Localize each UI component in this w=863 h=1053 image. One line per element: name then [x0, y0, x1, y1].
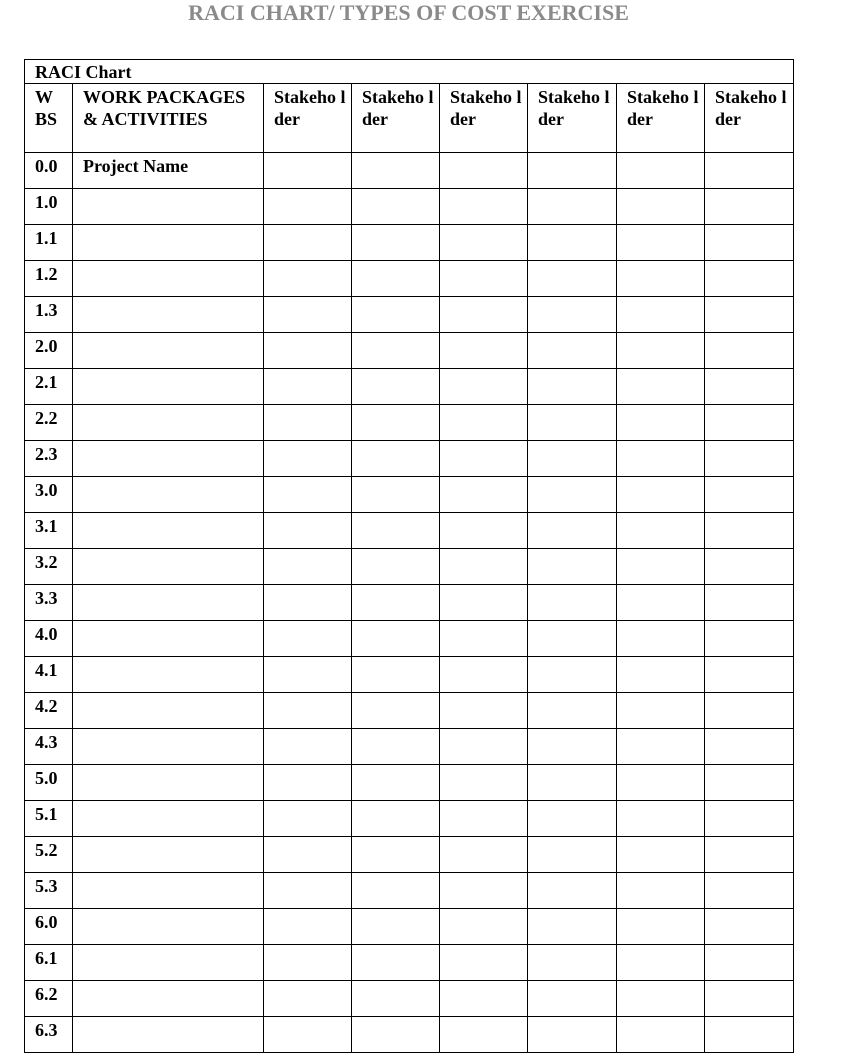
stakeholder-cell[interactable]: [352, 909, 440, 945]
stakeholder-cell[interactable]: [264, 477, 352, 513]
stakeholder-cell[interactable]: [440, 837, 528, 873]
stakeholder-cell[interactable]: [705, 1017, 794, 1053]
activity-cell[interactable]: [73, 837, 264, 873]
activity-cell[interactable]: [73, 729, 264, 765]
stakeholder-column-header: Stakeho lder: [617, 84, 705, 153]
stakeholder-cell[interactable]: [440, 657, 528, 693]
activity-cell[interactable]: [73, 225, 264, 261]
stakeholder-cell[interactable]: [705, 405, 794, 441]
stakeholder-cell[interactable]: [352, 549, 440, 585]
stakeholder-cell[interactable]: [617, 621, 705, 657]
stakeholder-cell[interactable]: [264, 729, 352, 765]
stakeholder-cell[interactable]: [352, 261, 440, 297]
stakeholder-cell[interactable]: [440, 801, 528, 837]
stakeholder-cell[interactable]: [352, 441, 440, 477]
stakeholder-column-header: Stakeho lder: [352, 84, 440, 153]
wbs-cell: 6.2: [25, 981, 73, 1017]
stakeholder-cell[interactable]: [352, 729, 440, 765]
stakeholder-cell[interactable]: [528, 189, 617, 225]
stakeholder-cell[interactable]: [528, 369, 617, 405]
stakeholder-cell[interactable]: [352, 297, 440, 333]
activity-cell[interactable]: [73, 405, 264, 441]
wbs-cell: 3.1: [25, 513, 73, 549]
stakeholder-cell[interactable]: [705, 369, 794, 405]
stakeholder-cell[interactable]: [264, 837, 352, 873]
wbs-cell: 6.3: [25, 1017, 73, 1053]
stakeholder-cell[interactable]: [440, 261, 528, 297]
activity-cell[interactable]: [73, 873, 264, 909]
stakeholder-cell[interactable]: [264, 765, 352, 801]
activity-cell[interactable]: [73, 693, 264, 729]
activity-cell[interactable]: [73, 945, 264, 981]
table-row: [25, 909, 794, 945]
stakeholder-cell[interactable]: [617, 441, 705, 477]
stakeholder-cell[interactable]: [352, 801, 440, 837]
wbs-cell: 5.2: [25, 837, 73, 873]
stakeholder-cell[interactable]: [264, 945, 352, 981]
stakeholder-cell[interactable]: [528, 729, 617, 765]
stakeholder-cell[interactable]: [617, 837, 705, 873]
stakeholder-cell[interactable]: [352, 225, 440, 261]
stakeholder-cell[interactable]: [440, 945, 528, 981]
stakeholder-cell[interactable]: [352, 693, 440, 729]
stakeholder-cell[interactable]: [264, 549, 352, 585]
table-row: [25, 549, 794, 585]
stakeholder-cell[interactable]: [440, 729, 528, 765]
stakeholder-cell[interactable]: [440, 441, 528, 477]
stakeholder-cell[interactable]: [440, 477, 528, 513]
stakeholder-cell[interactable]: [352, 513, 440, 549]
table-row: [25, 765, 794, 801]
stakeholder-cell[interactable]: [528, 297, 617, 333]
stakeholder-cell[interactable]: [705, 297, 794, 333]
table-row: [25, 189, 794, 225]
stakeholder-cell[interactable]: [528, 909, 617, 945]
stakeholder-cell[interactable]: [617, 369, 705, 405]
stakeholder-cell[interactable]: [264, 225, 352, 261]
stakeholder-cell[interactable]: [352, 945, 440, 981]
stakeholder-cell[interactable]: [705, 657, 794, 693]
stakeholder-cell[interactable]: [617, 549, 705, 585]
stakeholder-cell[interactable]: [264, 513, 352, 549]
activity-cell[interactable]: [73, 1017, 264, 1053]
stakeholder-cell[interactable]: [705, 585, 794, 621]
table-row: [25, 801, 794, 837]
stakeholder-cell[interactable]: [264, 801, 352, 837]
stakeholder-cell[interactable]: [352, 621, 440, 657]
stakeholder-cell[interactable]: [352, 657, 440, 693]
table-row: [25, 1017, 794, 1053]
wbs-cell: 5.1: [25, 801, 73, 837]
activity-cell[interactable]: [73, 765, 264, 801]
stakeholder-column-header: Stakeho lder: [264, 84, 352, 153]
table-row: [25, 585, 794, 621]
stakeholder-cell[interactable]: [264, 189, 352, 225]
stakeholder-cell[interactable]: [528, 1017, 617, 1053]
stakeholder-cell[interactable]: [440, 621, 528, 657]
activity-cell[interactable]: [73, 297, 264, 333]
stakeholder-cell[interactable]: [264, 693, 352, 729]
wbs-cell: 1.1: [25, 225, 73, 261]
activity-cell[interactable]: [73, 981, 264, 1017]
table-row: [25, 261, 794, 297]
table-row: [25, 873, 794, 909]
stakeholder-cell[interactable]: [264, 981, 352, 1017]
stakeholder-cell[interactable]: [352, 405, 440, 441]
table-row: [25, 945, 794, 981]
stakeholder-column-header: Stakeho lder: [528, 84, 617, 153]
stakeholder-cell[interactable]: [264, 909, 352, 945]
table-row: [25, 837, 794, 873]
stakeholder-cell[interactable]: [528, 621, 617, 657]
stakeholder-cell[interactable]: [264, 333, 352, 369]
stakeholder-cell[interactable]: [528, 153, 617, 189]
stakeholder-cell[interactable]: [440, 873, 528, 909]
wbs-cell: 6.1: [25, 945, 73, 981]
stakeholder-cell[interactable]: [528, 981, 617, 1017]
stakeholder-cell[interactable]: [528, 873, 617, 909]
stakeholder-cell[interactable]: [440, 909, 528, 945]
wbs-cell: 4.2: [25, 693, 73, 729]
stakeholder-cell[interactable]: [617, 801, 705, 837]
stakeholder-cell[interactable]: [352, 333, 440, 369]
activity-cell[interactable]: [73, 513, 264, 549]
stakeholder-cell[interactable]: [440, 189, 528, 225]
table-row: [25, 369, 794, 405]
stakeholder-cell[interactable]: [705, 945, 794, 981]
stakeholder-cell[interactable]: [440, 297, 528, 333]
stakeholder-cell[interactable]: [352, 153, 440, 189]
wbs-cell: 2.2: [25, 405, 73, 441]
stakeholder-cell[interactable]: [617, 981, 705, 1017]
activity-cell[interactable]: [73, 657, 264, 693]
stakeholder-cell[interactable]: [264, 621, 352, 657]
stakeholder-cell[interactable]: [264, 1017, 352, 1053]
stakeholder-cell[interactable]: [705, 909, 794, 945]
stakeholder-cell[interactable]: [528, 801, 617, 837]
table-row: [25, 297, 794, 333]
stakeholder-cell[interactable]: [617, 225, 705, 261]
stakeholder-cell[interactable]: [528, 441, 617, 477]
table-row: [25, 441, 794, 477]
stakeholder-cell[interactable]: [264, 657, 352, 693]
stakeholder-cell[interactable]: [705, 441, 794, 477]
activity-cell[interactable]: [73, 585, 264, 621]
stakeholder-cell[interactable]: [528, 405, 617, 441]
stakeholder-cell[interactable]: [617, 297, 705, 333]
stakeholder-cell[interactable]: [705, 153, 794, 189]
stakeholder-cell[interactable]: [440, 225, 528, 261]
activity-cell[interactable]: [73, 477, 264, 513]
table-row: [25, 693, 794, 729]
stakeholder-cell[interactable]: [705, 837, 794, 873]
stakeholder-cell[interactable]: [705, 765, 794, 801]
stakeholder-cell[interactable]: [440, 765, 528, 801]
stakeholder-cell[interactable]: [264, 369, 352, 405]
stakeholder-cell[interactable]: [617, 513, 705, 549]
stakeholder-cell[interactable]: [440, 585, 528, 621]
wbs-cell: 2.1: [25, 369, 73, 405]
page-title: RACI CHART/ TYPES OF COST EXERCISE: [188, 0, 629, 25]
wbs-cell: 2.0: [25, 333, 73, 369]
stakeholder-cell[interactable]: [705, 981, 794, 1017]
table-row: [25, 981, 794, 1017]
activity-cell[interactable]: [73, 549, 264, 585]
wbs-cell: 1.3: [25, 297, 73, 333]
wbs-cell: 3.3: [25, 585, 73, 621]
table-row: [25, 477, 794, 513]
stakeholder-cell[interactable]: [705, 621, 794, 657]
stakeholder-cell[interactable]: [528, 549, 617, 585]
stakeholder-cell[interactable]: [528, 225, 617, 261]
stakeholder-column-header: Stakeho lder: [705, 84, 794, 153]
stakeholder-cell[interactable]: [705, 549, 794, 585]
stakeholder-cell[interactable]: [528, 657, 617, 693]
wbs-cell: 4.0: [25, 621, 73, 657]
stakeholder-cell[interactable]: [705, 189, 794, 225]
stakeholder-cell[interactable]: [352, 981, 440, 1017]
stakeholder-cell[interactable]: [440, 405, 528, 441]
stakeholder-cell[interactable]: [617, 1017, 705, 1053]
stakeholder-cell[interactable]: [264, 153, 352, 189]
stakeholder-cell[interactable]: [705, 261, 794, 297]
stakeholder-cell[interactable]: [264, 405, 352, 441]
stakeholder-cell[interactable]: [617, 261, 705, 297]
stakeholder-cell[interactable]: [264, 261, 352, 297]
stakeholder-cell[interactable]: [705, 225, 794, 261]
stakeholder-cell[interactable]: [440, 513, 528, 549]
wbs-cell: 5.0: [25, 765, 73, 801]
wbs-cell: 0.0: [25, 153, 73, 189]
table-body: [25, 153, 794, 1053]
stakeholder-cell[interactable]: [528, 333, 617, 369]
stakeholder-cell[interactable]: [617, 189, 705, 225]
activity-cell[interactable]: [73, 333, 264, 369]
stakeholder-cell[interactable]: [528, 765, 617, 801]
stakeholder-cell[interactable]: [440, 549, 528, 585]
activity-cell[interactable]: [73, 909, 264, 945]
stakeholder-cell[interactable]: [352, 585, 440, 621]
stakeholder-cell[interactable]: [705, 729, 794, 765]
stakeholder-cell[interactable]: [352, 189, 440, 225]
stakeholder-cell[interactable]: [352, 837, 440, 873]
wbs-cell: 4.3: [25, 729, 73, 765]
stakeholder-cell[interactable]: [440, 369, 528, 405]
stakeholder-cell[interactable]: [528, 837, 617, 873]
activity-cell[interactable]: [73, 189, 264, 225]
stakeholder-cell[interactable]: [440, 981, 528, 1017]
stakeholder-cell[interactable]: [617, 945, 705, 981]
wbs-cell: 6.0: [25, 909, 73, 945]
activity-cell[interactable]: [73, 621, 264, 657]
activity-cell[interactable]: [73, 261, 264, 297]
table-caption: RACI Chart: [25, 60, 794, 84]
stakeholder-cell[interactable]: [528, 477, 617, 513]
wbs-cell: 4.1: [25, 657, 73, 693]
wbs-cell: 1.2: [25, 261, 73, 297]
raci-table: [24, 59, 794, 1053]
table-row: [25, 153, 794, 189]
stakeholder-cell[interactable]: [705, 513, 794, 549]
stakeholder-cell[interactable]: [352, 765, 440, 801]
stakeholder-cell[interactable]: [617, 153, 705, 189]
stakeholder-cell[interactable]: [528, 513, 617, 549]
stakeholder-cell[interactable]: [617, 765, 705, 801]
stakeholder-cell[interactable]: [617, 729, 705, 765]
stakeholder-cell[interactable]: [617, 477, 705, 513]
wbs-cell: 3.0: [25, 477, 73, 513]
stakeholder-cell[interactable]: [617, 657, 705, 693]
stakeholder-cell[interactable]: [264, 873, 352, 909]
stakeholder-cell[interactable]: [617, 585, 705, 621]
activity-cell[interactable]: Project Name: [73, 153, 264, 189]
stakeholder-cell[interactable]: [352, 1017, 440, 1053]
stakeholder-cell[interactable]: [528, 261, 617, 297]
stakeholder-cell[interactable]: [705, 801, 794, 837]
work-packages-column-header: WORK PACKAGES & ACTIVITIES: [73, 84, 264, 153]
table-row: [25, 729, 794, 765]
stakeholder-cell[interactable]: [705, 873, 794, 909]
table-row: [25, 333, 794, 369]
stakeholder-cell[interactable]: [264, 297, 352, 333]
stakeholder-cell[interactable]: [617, 693, 705, 729]
stakeholder-cell[interactable]: [617, 873, 705, 909]
table-row: [25, 657, 794, 693]
stakeholder-cell[interactable]: [705, 333, 794, 369]
stakeholder-cell[interactable]: [352, 369, 440, 405]
activity-cell[interactable]: [73, 369, 264, 405]
wbs-cell: 2.3: [25, 441, 73, 477]
wbs-column-header: W BS: [25, 84, 73, 153]
wbs-cell: 3.2: [25, 549, 73, 585]
stakeholder-cell[interactable]: [352, 873, 440, 909]
stakeholder-cell[interactable]: [440, 333, 528, 369]
stakeholder-cell[interactable]: [528, 585, 617, 621]
stakeholder-cell[interactable]: [705, 477, 794, 513]
table-row: [25, 513, 794, 549]
activity-cell[interactable]: [73, 801, 264, 837]
stakeholder-cell[interactable]: [440, 693, 528, 729]
stakeholder-column-header: Stakeho lder: [440, 84, 528, 153]
stakeholder-cell[interactable]: [440, 1017, 528, 1053]
stakeholder-cell[interactable]: [352, 477, 440, 513]
wbs-cell: 1.0: [25, 189, 73, 225]
stakeholder-cell[interactable]: [617, 909, 705, 945]
table-header-row: [25, 84, 794, 153]
wbs-cell: 5.3: [25, 873, 73, 909]
stakeholder-cell[interactable]: [264, 585, 352, 621]
table-row: [25, 621, 794, 657]
stakeholder-cell[interactable]: [617, 405, 705, 441]
activity-cell[interactable]: [73, 441, 264, 477]
table-row: [25, 405, 794, 441]
stakeholder-cell[interactable]: [617, 333, 705, 369]
stakeholder-cell[interactable]: [705, 693, 794, 729]
stakeholder-cell[interactable]: [528, 693, 617, 729]
stakeholder-cell[interactable]: [264, 441, 352, 477]
stakeholder-cell[interactable]: [528, 945, 617, 981]
table-row: [25, 225, 794, 261]
stakeholder-cell[interactable]: [440, 153, 528, 189]
